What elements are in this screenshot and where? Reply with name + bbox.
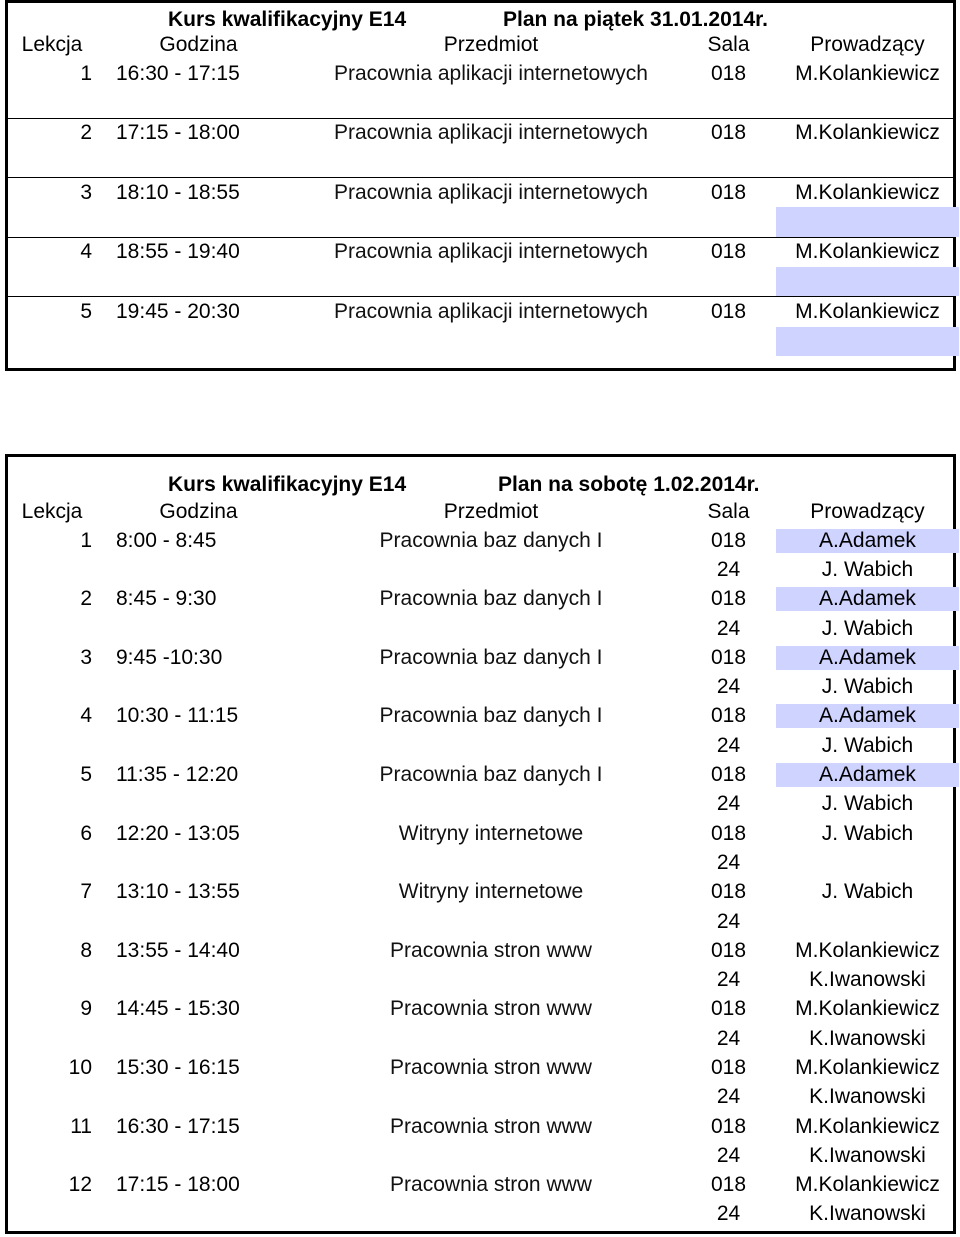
lesson-subject: Pracownia aplikacji internetowych — [334, 61, 648, 85]
lesson-room-secondary: 24 — [716, 616, 741, 640]
lesson-teacher: M.Kolankiewicz — [795, 300, 940, 324]
lesson-time: 10:30 - 11:15 — [116, 704, 239, 728]
friday-header-row — [8, 30, 953, 59]
header-prowadzacy: Prowadzący — [810, 32, 925, 56]
lesson-room-secondary: 24 — [716, 968, 741, 992]
lesson-teacher: A.Adamek — [776, 587, 959, 611]
lesson-number: 8 — [80, 938, 92, 962]
lesson-teacher-secondary: J. Wabich — [821, 557, 914, 581]
lesson-teacher: A.Adamek — [776, 529, 959, 553]
friday-title — [8, 3, 953, 30]
lesson-room-secondary: 24 — [716, 792, 741, 816]
lesson-number: 1 — [80, 528, 92, 552]
header-godzina: Godzina — [159, 499, 238, 523]
lesson-room: 018 — [710, 1055, 747, 1079]
lesson-time: 13:10 - 13:55 — [116, 880, 240, 904]
lesson-room: 018 — [710, 587, 747, 611]
lesson-subject: Pracownia stron www — [390, 1055, 592, 1079]
lesson-room-secondary: 24 — [716, 733, 741, 757]
lesson-room: 018 — [710, 240, 747, 264]
lesson-teacher: M.Kolankiewicz — [795, 1114, 940, 1138]
lesson-teacher-secondary: J. Wabich — [821, 733, 914, 757]
lesson-room-secondary: 24 — [716, 675, 741, 699]
saturday-header-row — [8, 497, 953, 526]
lesson-teacher-secondary: K.Iwanowski — [809, 1202, 926, 1226]
header-lekcja: Lekcja — [21, 499, 83, 523]
table-row — [8, 585, 953, 644]
lesson-room: 018 — [710, 528, 747, 552]
lesson-subject: Pracownia stron www — [390, 1173, 592, 1197]
friday-course-title: Kurs kwalifikacyjny E14 — [168, 8, 407, 31]
lesson-time: 11:35 - 12:20 — [116, 763, 239, 787]
table-row — [8, 526, 953, 585]
lesson-teacher: M.Kolankiewicz — [795, 1055, 940, 1079]
lesson-number: 5 — [80, 300, 92, 324]
table-row — [8, 1053, 953, 1112]
lesson-time: 14:45 - 15:30 — [116, 997, 240, 1021]
lesson-room-secondary: 24 — [716, 557, 741, 581]
header-prowadzacy: Prowadzący — [810, 499, 925, 523]
lesson-teacher-secondary: J. Wabich — [821, 675, 914, 699]
lesson-subject: Pracownia aplikacji internetowych — [334, 180, 648, 204]
lesson-subject: Pracownia stron www — [390, 938, 592, 962]
header-przedmiot: Przedmiot — [443, 32, 539, 56]
lesson-teacher-secondary: K.Iwanowski — [809, 1026, 926, 1050]
lesson-subject: Witryny internetowe — [398, 821, 584, 845]
table-row — [8, 59, 953, 119]
lesson-subject: Pracownia baz danych I — [379, 587, 603, 611]
lesson-teacher-secondary: K.Iwanowski — [809, 1085, 926, 1109]
saturday-course-title: Kurs kwalifikacyjny E14 — [168, 473, 407, 496]
table-row — [8, 643, 953, 702]
lesson-time: 15:30 - 16:15 — [116, 1055, 240, 1079]
lesson-subject: Pracownia baz danych I — [379, 763, 603, 787]
lesson-subject: Pracownia stron www — [390, 1114, 592, 1138]
lesson-subject: Pracownia baz danych I — [379, 528, 603, 552]
header-sala: Sala — [707, 499, 750, 523]
lesson-subject: Pracownia aplikacji internetowych — [334, 121, 648, 145]
table-row — [8, 819, 953, 878]
header-sala: Sala — [707, 32, 750, 56]
lesson-time: 18:55 - 19:40 — [116, 240, 240, 264]
lesson-time: 16:30 - 17:15 — [116, 61, 240, 85]
lesson-subject: Pracownia aplikacji internetowych — [334, 240, 648, 264]
lesson-teacher: A.Adamek — [776, 646, 959, 670]
lesson-room: 018 — [710, 1114, 747, 1138]
lesson-time: 16:30 - 17:15 — [116, 1114, 240, 1138]
header-lekcja: Lekcja — [21, 32, 83, 56]
table-row — [8, 878, 953, 937]
saturday-schedule — [5, 454, 956, 1234]
lesson-teacher: M.Kolankiewicz — [795, 938, 940, 962]
table-row — [8, 119, 953, 179]
lesson-teacher-secondary: J. Wabich — [821, 792, 914, 816]
friday-schedule — [5, 0, 956, 371]
lesson-number: 3 — [80, 645, 92, 669]
lesson-subject: Pracownia stron www — [390, 997, 592, 1021]
lesson-time: 8:00 - 8:45 — [116, 528, 217, 552]
lesson-time: 13:55 - 14:40 — [116, 938, 240, 962]
lesson-room: 018 — [710, 938, 747, 962]
lesson-subject: Pracownia aplikacji internetowych — [334, 300, 648, 324]
lesson-time: 17:15 - 18:00 — [116, 121, 240, 145]
saturday-plan-date: Plan na sobotę 1.02.2014r. — [498, 473, 760, 496]
lesson-time: 17:15 - 18:00 — [116, 1173, 240, 1197]
table-row — [8, 1171, 953, 1230]
lesson-number: 6 — [80, 821, 92, 845]
lesson-room: 018 — [710, 997, 747, 1021]
table-row — [8, 702, 953, 761]
lesson-teacher: M.Kolankiewicz — [795, 240, 940, 264]
lesson-number: 11 — [70, 1114, 92, 1138]
saturday-title — [8, 457, 953, 496]
lesson-teacher: M.Kolankiewicz — [795, 61, 940, 85]
lesson-time: 18:10 - 18:55 — [116, 180, 240, 204]
lesson-room: 018 — [710, 645, 747, 669]
lesson-teacher: M.Kolankiewicz — [795, 121, 940, 145]
lesson-room: 018 — [710, 61, 747, 85]
lesson-subject: Witryny internetowe — [398, 880, 584, 904]
header-przedmiot: Przedmiot — [443, 499, 539, 523]
table-row — [8, 238, 953, 298]
lesson-room: 018 — [710, 763, 747, 787]
saturday-rows — [8, 526, 953, 1229]
lesson-room: 018 — [710, 180, 747, 204]
header-godzina: Godzina — [159, 32, 238, 56]
lesson-room-secondary: 24 — [716, 909, 741, 933]
lesson-teacher: J. Wabich — [821, 821, 914, 845]
lesson-room: 018 — [710, 300, 747, 324]
lesson-number: 12 — [68, 1173, 92, 1197]
lesson-teacher: M.Kolankiewicz — [795, 1173, 940, 1197]
highlight-cell — [776, 207, 959, 236]
lesson-room-secondary: 24 — [716, 850, 741, 874]
lesson-number: 4 — [80, 240, 92, 264]
lesson-number: 7 — [80, 880, 92, 904]
lesson-teacher-secondary: J. Wabich — [821, 616, 914, 640]
lesson-room-secondary: 24 — [716, 1143, 741, 1167]
table-row — [8, 297, 953, 356]
lesson-teacher: J. Wabich — [821, 880, 914, 904]
friday-plan-date: Plan na piątek 31.01.2014r. — [503, 8, 769, 31]
lesson-time: 8:45 - 9:30 — [116, 587, 217, 611]
lesson-teacher-secondary: K.Iwanowski — [809, 1143, 926, 1167]
lesson-room: 018 — [710, 1173, 747, 1197]
lesson-room: 018 — [710, 121, 747, 145]
lesson-room-secondary: 24 — [716, 1085, 741, 1109]
lesson-room: 018 — [710, 704, 747, 728]
lesson-number: 2 — [80, 121, 92, 145]
lesson-subject: Pracownia baz danych I — [379, 704, 603, 728]
lesson-room-secondary: 24 — [716, 1202, 741, 1226]
lesson-time: 12:20 - 13:05 — [116, 821, 240, 845]
lesson-number: 1 — [80, 61, 92, 85]
table-row — [8, 178, 953, 238]
lesson-number: 10 — [68, 1055, 92, 1079]
lesson-room: 018 — [710, 821, 747, 845]
lesson-number: 5 — [80, 763, 92, 787]
lesson-number: 9 — [80, 997, 92, 1021]
highlight-cell — [776, 327, 959, 356]
lesson-number: 4 — [80, 704, 92, 728]
lesson-time: 9:45 -10:30 — [116, 645, 223, 669]
lesson-teacher: A.Adamek — [776, 763, 959, 787]
lesson-number: 2 — [80, 587, 92, 611]
lesson-subject: Pracownia baz danych I — [379, 645, 603, 669]
highlight-cell — [776, 267, 959, 296]
lesson-number: 3 — [80, 180, 92, 204]
table-row — [8, 936, 953, 995]
lesson-teacher: A.Adamek — [776, 704, 959, 728]
lesson-room: 018 — [710, 880, 747, 904]
table-row — [8, 995, 953, 1054]
lesson-teacher-secondary: K.Iwanowski — [809, 968, 926, 992]
lesson-time: 19:45 - 20:30 — [116, 300, 240, 324]
lesson-room-secondary: 24 — [716, 1026, 741, 1050]
table-row — [8, 760, 953, 819]
lesson-teacher: M.Kolankiewicz — [795, 180, 940, 204]
lesson-teacher: M.Kolankiewicz — [795, 997, 940, 1021]
table-row — [8, 1112, 953, 1171]
